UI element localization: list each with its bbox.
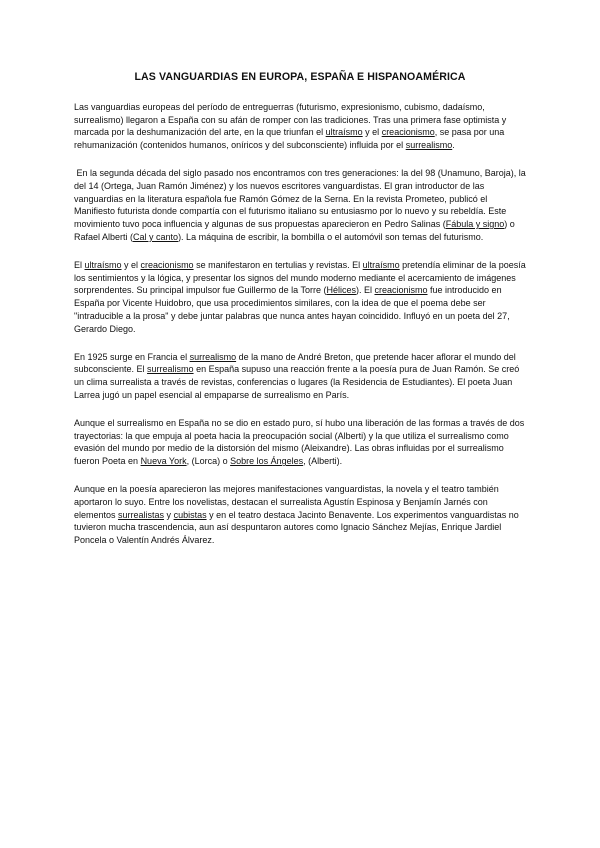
text-run: de la mano de André Breton, que pretende hacer aflorar el mundo del subconsciente. El: [74, 351, 516, 375]
document-body: [74, 101, 530, 562]
underlined-term: cubistas: [173, 509, 207, 520]
text-run: y: [164, 509, 174, 520]
text-run: Las vanguardias europeas del período de entreguerras (futurismo, expresionismo, cubismo, dadaísmo, surrealismo) llegaron a España con su afán de romper con las tradiciones. Tras una primera fase optimista y marcada por la deshumanización del arte, en la que triunfan el: [74, 102, 507, 138]
paragraph: [74, 101, 530, 152]
paragraph: [74, 167, 530, 243]
text-run: y en el teatro destaca Jacinto Benavente. Los experimentos vanguardistas no tuvieron mucha trascendencia, aun así despuntaron autores como Ignacio Sánchez Mejías, Enrique Jardiel Poncela o Valentín Andrés Álvarez.: [74, 509, 519, 546]
text-run: , se pasa por una rehumanización (contenidos humanos, oníricos y del subconsciente) influida por el: [74, 127, 505, 151]
text-run: En la segunda década del siglo pasado nos encontramos con tres generaciones: la del 98 (Unamuno, Baroja), la del 14 (Ortega, Juan Ramón Jiménez) y los nuevos escritores vanguardistas. El gran introductor de las vanguardias en la literatura española fue Ramón Gómez de la Serna. En la revista Prometeo, publicó el Manifiesto futurista donde compartía con el futurismo italiano su entusiasmo por lo nuevo y su rebeldía. Este movimiento tuvo poca influencia y algunas de sus propuestas aparecieron en Pedro Salinas (: [74, 168, 526, 230]
underlined-term: creacionismo: [374, 285, 428, 296]
text-run: .: [452, 140, 455, 151]
underlined-term: ultraísmo: [84, 260, 122, 271]
underlined-term: surrealistas: [118, 509, 165, 520]
text-run: fue introducido en España por Vicente Huidobro, que usa procedimientos similares, con la idea de que el poema debe ser "intraducible a la prosa" y debe juntar palabras que nunca antes hayan coincidido. Influyó en un poeta del 27, Gerardo Diego.: [74, 285, 510, 334]
underlined-term: Hélices: [326, 285, 356, 296]
text-run: El: [74, 260, 85, 271]
text-run: ). El: [355, 285, 375, 296]
text-run: ) o Rafael Alberti (: [74, 219, 515, 242]
text-run: Aunque el surrealismo en España no se dio en estado puro, sí hubo una liberación de las formas a través de dos trayectorias: la que empuja al poeta hacia la preocupación social (Alberti) y la que utiliza el surrealismo como evasión del mundo por medio de la distorsión del mismo (Aleixandre). Las obras influidas por el surrealismo fueron Poeta en: [74, 418, 525, 467]
text-run: Aunque en la poesía aparecieron las mejores manifestaciones vanguardistas, la novela y el teatro también aportaron lo suyo. Entre los novelistas, destacan el surrealista Agustín Espinosa y Benjamín Jarnés con elementos: [74, 484, 499, 520]
text-run: ). La máquina de escribir, la bombilla o el automóvil son temas del futurismo.: [178, 231, 484, 242]
underlined-term: Cal y canto: [133, 231, 179, 242]
text-run: se manifestaron en tertulias y revistas. El: [193, 260, 363, 271]
paragraph: [74, 483, 530, 547]
text-run: y el: [121, 260, 141, 271]
document-title: LAS VANGUARDIAS EN EUROPA, ESPAÑA E HISPANOAMÉRICA: [134, 71, 466, 83]
text-run: , (Lorca) o: [186, 456, 231, 467]
text-run: En 1925 surge en Francia el: [74, 351, 190, 362]
underlined-term: creacionismo: [140, 260, 194, 271]
underlined-term: creacionismo: [381, 127, 435, 138]
text-run: , (Alberti).: [303, 456, 343, 467]
underlined-term: surrealismo: [147, 364, 194, 375]
paragraph: [74, 351, 530, 402]
text-run: en España supuso una reacción frente a la poesía pura de Juan Ramón. Se creó un clima surrealista a través de revistas, conferencias o lugares (la Residencia de Estudiantes). El poeta Juan Larrea jugó un papel esencial al empaparse de surrealismo en París.: [74, 364, 520, 400]
paragraph: [74, 259, 530, 335]
underlined-term: surrealismo: [405, 140, 453, 151]
underlined-term: Sobre los Ángeles: [230, 456, 304, 467]
underlined-term: Fábula y signo: [445, 219, 505, 230]
underlined-term: ultraísmo: [325, 127, 363, 138]
underlined-term: Nueva York: [140, 456, 187, 467]
text-run: pretendía eliminar de la poesía los sentimientos y la lógica, y presentar los signos del mundo moderno mediante el acercamiento de imágenes sorprendentes. Su principal impulsor fue Guillermo de la Torre (: [74, 260, 526, 296]
paragraph: [74, 417, 530, 468]
underlined-term: surrealismo: [189, 351, 237, 362]
text-run: y el: [362, 127, 382, 138]
underlined-term: ultraísmo: [362, 260, 400, 271]
